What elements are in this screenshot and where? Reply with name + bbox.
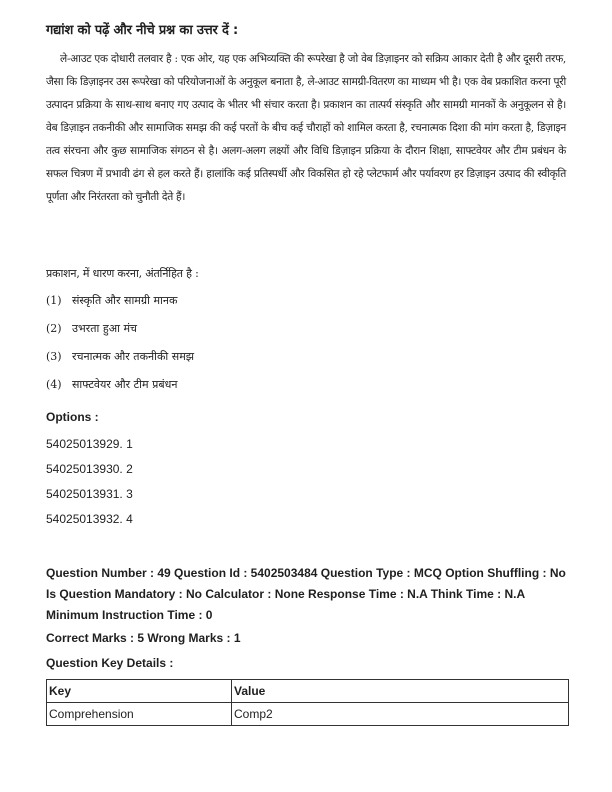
choice-number: (2) <box>46 322 62 335</box>
instruction-heading: गद्यांश को पढ़ें और नीचे प्रश्न का उत्तर दें : <box>46 23 239 38</box>
value-cell: Comp2 <box>232 703 569 726</box>
option-id: 54025013930. 2 <box>46 462 133 476</box>
choice-item <box>46 349 194 377</box>
passage-text: ले-आउट एक दोधारी तलवार है : एक ओर, यह एक अभिव्यक्ति की रूपरेखा है जो वेब डिज़ाइनर को सक्रिय आकार देती है और दूसरी तरफ, जैसा कि डिज़ाइनर उस रूपरेखा को परियोजनाओं के अनुकूल बनाता है, ले-आउट सामग्री-वितरण का माध्यम भी है। एक वेब प्रकाशित करना पूरी उत्पादन प्रक्रिया के साथ-साथ बनाए गए उत्पाद के भीतर भी संचार करता है। प्रकाशन का तात्पर्य संस्कृति और सामग्री मानकों के अनुकूलन से है। वेब डिज़ाइन तकनीकी और सामाजिक समझ की कई परतों के बीच कई चौराहों को शामिल करता है, रचनात्मक दिशा की मांग करता है, डिज़ाइन तत्व संरचना और कुछ सामाजिक संगठन से है। अलग-अलग लक्ष्यों और विधि डिज़ाइन प्रक्रिया के दौरान शिक्षा, साफ्टवेयर और टीम प्रबंधन के सफल चित्रण में प्रभावी ढंग से हल करते हैं। हालांकि कई प्रतिस्पर्धी और विकसित हो रहे प्लेटफार्म और पर्यावरण हर डिज़ाइन उत्पाद की स्वीकृति पूर्णता और निरंतरता को चुनौती देते हैं। <box>46 53 566 203</box>
table-row <box>47 703 569 726</box>
column-header-key: Key <box>47 680 232 703</box>
choice-text: रचनात्मक और तकनीकी समझ <box>72 350 195 363</box>
choice-number: (4) <box>46 378 62 391</box>
choice-text: संस्कृति और सामग्री मानक <box>72 294 178 307</box>
option-id: 54025013931. 3 <box>46 487 133 501</box>
choice-item <box>46 293 194 321</box>
option-id: 54025013929. 1 <box>46 437 133 451</box>
choice-item <box>46 377 194 405</box>
choice-number: (3) <box>46 350 62 363</box>
choice-number: (1) <box>46 294 62 307</box>
table-header-row <box>47 680 569 703</box>
question-metadata: Question Number : 49 Question Id : 5402503484 Question Type : MCQ Option Shuffling : No Is Question Mandatory : No Calculator : None Response Time : N.A Think Time : N.A Minimum Instruction Time : 0 <box>46 566 566 622</box>
choice-item <box>46 321 194 349</box>
key-cell: Comprehension <box>47 703 232 726</box>
choice-text: उभरता हुआ मंच <box>72 322 138 335</box>
answer-choices <box>46 293 194 405</box>
key-details-title: Question Key Details : <box>46 656 174 670</box>
options-list <box>46 436 133 536</box>
options-title: Options : <box>46 410 99 424</box>
key-details-table <box>46 679 569 726</box>
option-id: 54025013932. 4 <box>46 512 133 526</box>
column-header-value: Value <box>232 680 569 703</box>
marks-info: Correct Marks : 5 Wrong Marks : 1 <box>46 631 241 645</box>
question-stem: प्रकाशन, में धारण करना, अंतर्निहित है : <box>46 267 199 280</box>
choice-text: साफ्टवेयर और टीम प्रबंधन <box>72 378 178 391</box>
